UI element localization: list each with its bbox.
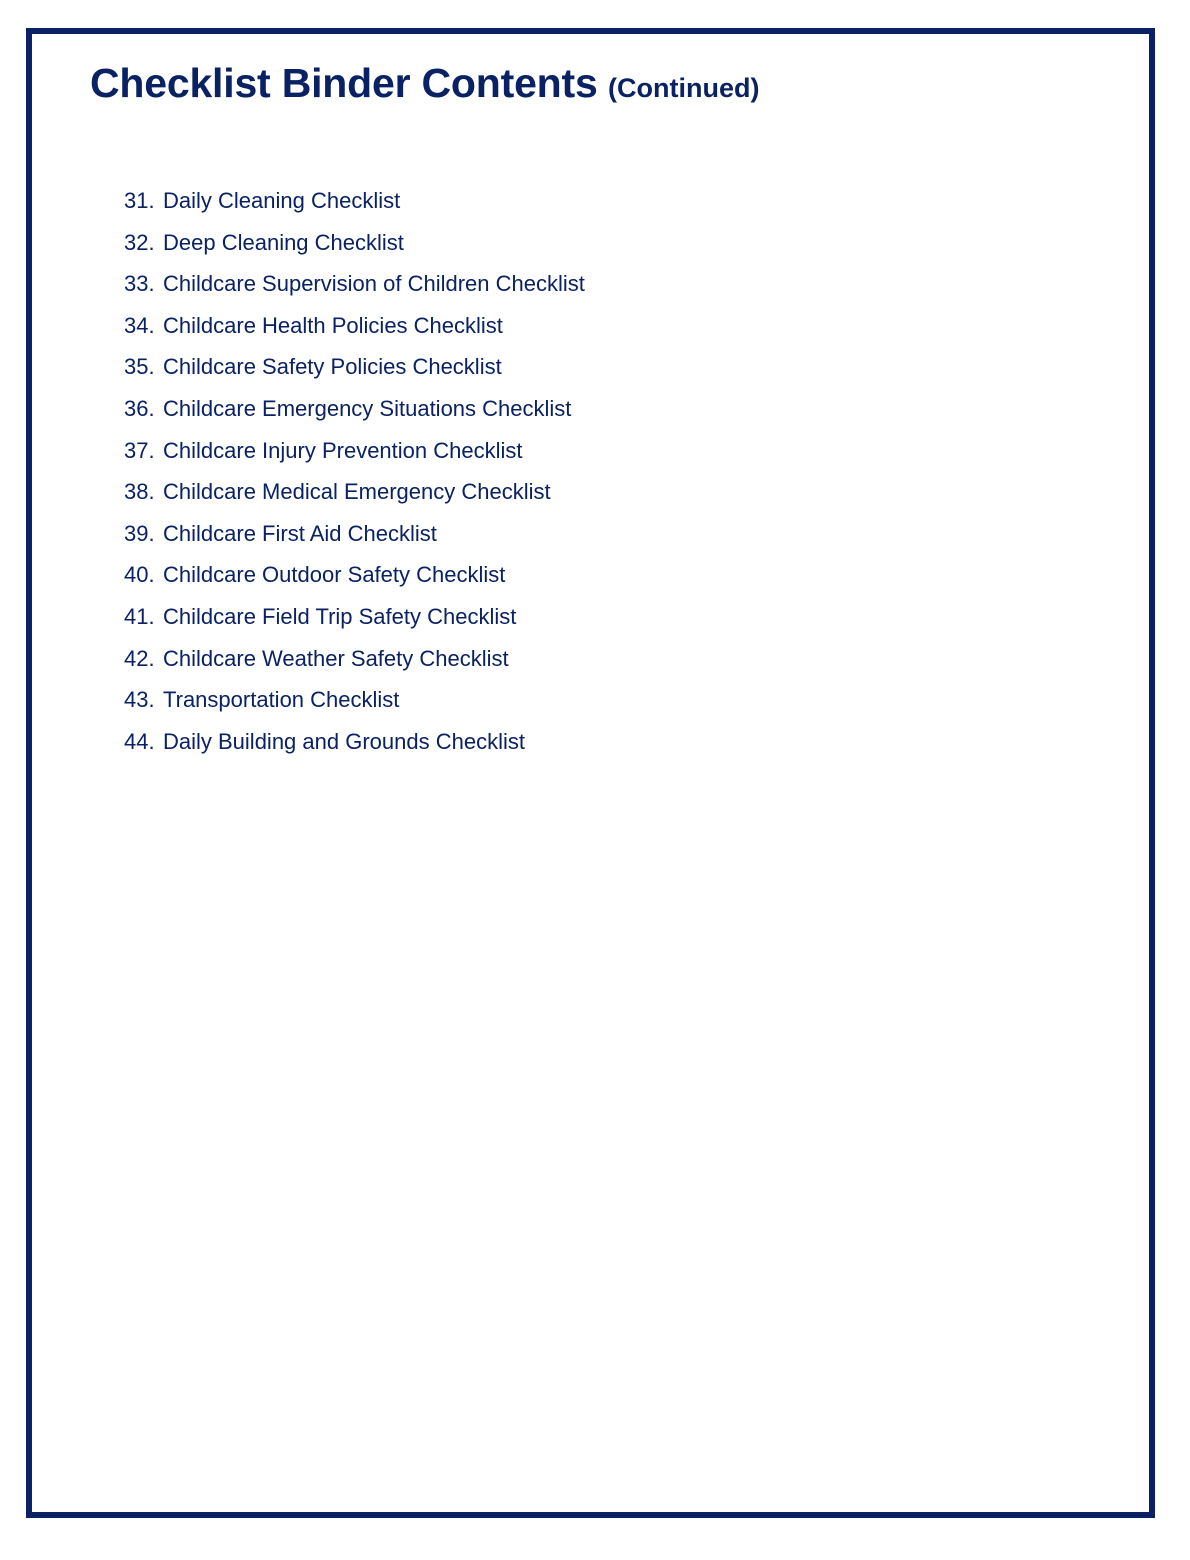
item-number: 32. (124, 229, 155, 255)
item-label: Childcare Emergency Situations Checklist (163, 395, 572, 421)
list-item (124, 638, 585, 680)
item-number: 43. (124, 687, 155, 713)
item-label: Transportation Checklist (163, 687, 400, 713)
item-label: Daily Cleaning Checklist (163, 188, 401, 213)
item-label: Childcare Weather Safety Checklist (163, 645, 509, 671)
list-item (124, 721, 585, 763)
list-item (124, 222, 585, 264)
list-item (124, 305, 585, 347)
item-label: Childcare Injury Prevention Checklist (163, 437, 523, 463)
item-label: Childcare Safety Policies Checklist (163, 354, 502, 380)
item-number: 33. (124, 271, 155, 297)
item-label: Childcare Field Trip Safety Checklist (163, 603, 517, 629)
item-number: 37. (124, 437, 155, 463)
list-item (124, 346, 585, 388)
contents-list (124, 180, 585, 762)
page-title (90, 60, 760, 107)
item-label: Childcare Health Policies Checklist (163, 312, 503, 338)
item-number: 39. (124, 520, 155, 546)
item-number: 41. (124, 603, 155, 629)
list-item (124, 388, 585, 430)
item-label: Deep Cleaning Checklist (163, 229, 404, 255)
list-item (124, 596, 585, 638)
item-label: Childcare First Aid Checklist (163, 520, 437, 546)
item-number: 34. (124, 312, 155, 338)
list-item (124, 263, 585, 305)
item-label: Daily Building and Grounds Checklist (163, 728, 525, 754)
item-number: 31. (124, 188, 155, 213)
page-border-frame (26, 28, 1155, 1518)
title-subtitle: (Continued) (608, 73, 760, 103)
item-label: Childcare Outdoor Safety Checklist (163, 562, 506, 588)
item-number: 42. (124, 645, 155, 671)
list-item (124, 554, 585, 596)
item-number: 38. (124, 479, 155, 505)
list-item (124, 430, 585, 472)
list-item (124, 180, 585, 222)
item-number: 44. (124, 728, 155, 754)
item-number: 35. (124, 354, 155, 380)
item-label: Childcare Medical Emergency Checklist (163, 479, 551, 505)
list-item (124, 513, 585, 555)
title-main: Checklist Binder Contents (90, 60, 598, 106)
list-item (124, 471, 585, 513)
item-number: 40. (124, 562, 155, 588)
item-label: Childcare Supervision of Children Checklist (163, 271, 585, 297)
list-item (124, 679, 585, 721)
item-number: 36. (124, 395, 155, 421)
